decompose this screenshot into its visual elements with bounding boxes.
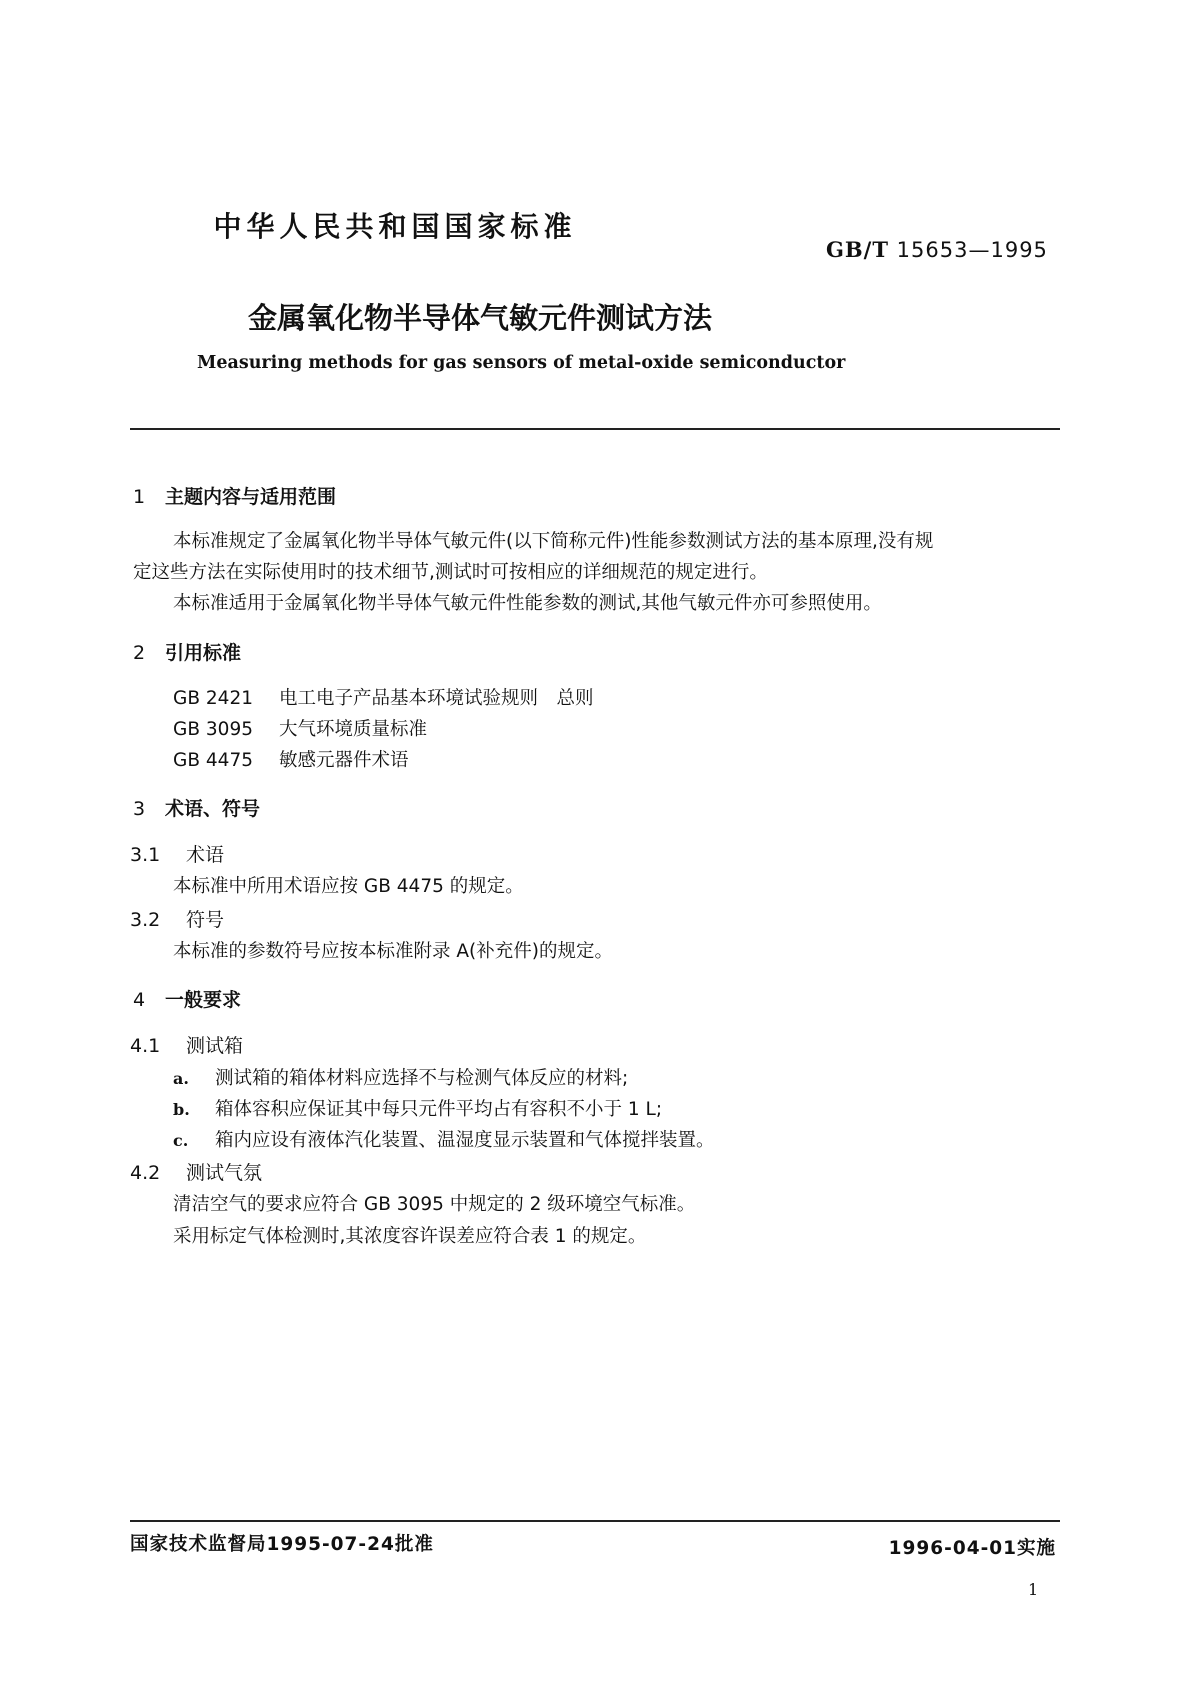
- subsection-heading: 3.1 术语: [130, 844, 225, 866]
- reference-item: GB 3095 大气环境质量标准: [173, 719, 428, 740]
- document-title-en: Measuring methods for gas sensors of metal-oxide semiconductor: [197, 353, 846, 373]
- paragraph-line: 本标准规定了金属氧化物半导体气敏元件(以下简称元件)性能参数测试方法的基本原理,没有规: [173, 531, 934, 552]
- paragraph-line: 本标准的参数符号应按本标准附录 A(补充件)的规定。: [173, 941, 613, 962]
- standard-code: 15653—1995: [896, 238, 1048, 262]
- reference-item: GB 2421 电工电子产品基本环境试验规则 总则: [173, 688, 594, 709]
- subsection-heading: 4.1 测试箱: [130, 1035, 244, 1057]
- section-heading: 4 一般要求: [133, 989, 242, 1011]
- section-heading: 2 引用标准: [133, 642, 242, 664]
- page-number: 1: [1028, 1580, 1039, 1599]
- subsection-heading: 3.2 符号: [130, 909, 225, 931]
- approval-date: 国家技术监督局1995-07-24批准: [130, 1534, 434, 1555]
- list-item: c. 箱内应设有液体汽化装置、温湿度显示装置和气体搅拌装置。: [173, 1130, 715, 1151]
- document-title-cn: 金属氧化物半导体气敏元件测试方法: [248, 301, 713, 335]
- header-divider: [130, 428, 1060, 430]
- subsection-heading: 4.2 测试气氛: [130, 1162, 263, 1184]
- list-item: a. 测试箱的箱体材料应选择不与检测气体反应的材料;: [173, 1068, 629, 1089]
- paragraph-line: 清洁空气的要求应符合 GB 3095 中规定的 2 级环境空气标准。: [173, 1194, 696, 1215]
- issuing-country-heading: 中华人民共和国国家标准: [213, 210, 577, 243]
- list-item: b. 箱体容积应保证其中每只元件平均占有容积不小于 1 L;: [173, 1099, 663, 1120]
- standard-number: [826, 237, 1048, 262]
- footer-divider: [130, 1520, 1060, 1522]
- reference-item: GB 4475 敏感元器件术语: [173, 750, 409, 771]
- standard-prefix: GB/T: [826, 237, 889, 262]
- section-heading: 1 主题内容与适用范围: [133, 486, 337, 508]
- paragraph-line: 本标准中所用术语应按 GB 4475 的规定。: [173, 876, 524, 897]
- paragraph-line: 本标准适用于金属氧化物半导体气敏元件性能参数的测试,其他气敏元件亦可参照使用。: [173, 593, 882, 614]
- paragraph-line: 定这些方法在实际使用时的技术细节,测试时可按相应的详细规范的规定进行。: [133, 562, 768, 583]
- section-heading: 3 术语、符号: [133, 798, 261, 820]
- paragraph-line: 采用标定气体检测时,其浓度容许误差应符合表 1 的规定。: [173, 1226, 647, 1247]
- implementation-date: 1996-04-01实施: [888, 1538, 1056, 1559]
